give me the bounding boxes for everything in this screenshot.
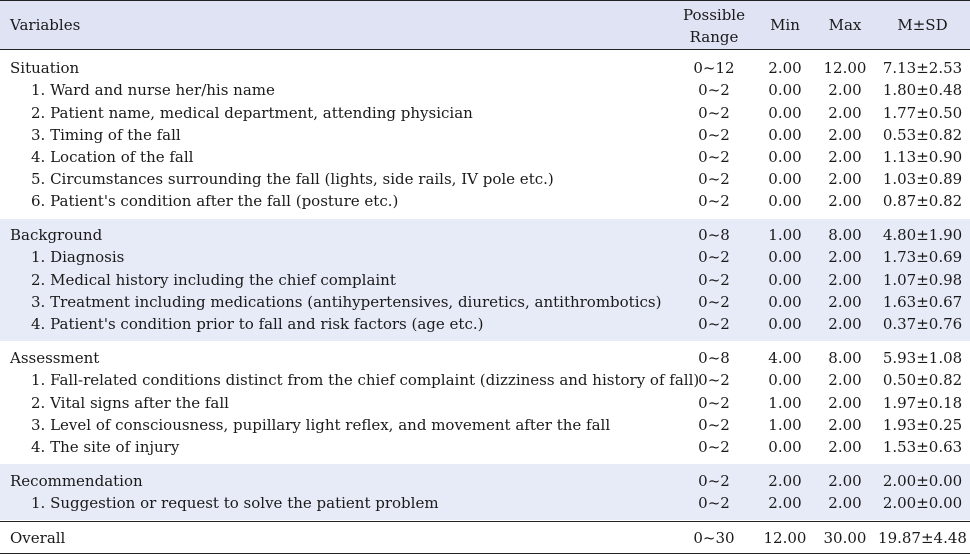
range-cell: 0~2 bbox=[698, 104, 730, 122]
group-background bbox=[0, 219, 970, 341]
min-cell: 1.00 bbox=[768, 416, 802, 434]
range-cell: 0~8 bbox=[698, 349, 730, 367]
max-cell: 2.00 bbox=[828, 271, 862, 289]
table-row bbox=[0, 313, 970, 335]
max-cell: 2.00 bbox=[828, 104, 862, 122]
min-cell: 0.00 bbox=[768, 170, 802, 188]
group-title: Background bbox=[10, 226, 103, 244]
header-variables: Variables bbox=[10, 16, 81, 34]
range-cell: 0~2 bbox=[698, 271, 730, 289]
table-row bbox=[0, 79, 970, 101]
max-cell: 30.00 bbox=[823, 529, 867, 547]
group-assessment bbox=[0, 341, 970, 463]
min-cell: 0.00 bbox=[768, 371, 802, 389]
item-label: 5. Circumstances surrounding the fall (lights, side rails, IV pole etc.) bbox=[31, 170, 554, 188]
header-msd: M±SD bbox=[897, 16, 948, 34]
max-cell: 2.00 bbox=[828, 192, 862, 210]
header-max: Max bbox=[828, 16, 862, 34]
msd-cell: 19.87±4.48 bbox=[878, 529, 967, 547]
max-cell: 2.00 bbox=[828, 416, 862, 434]
range-cell: 0~2 bbox=[698, 170, 730, 188]
overall-divider bbox=[0, 521, 970, 522]
min-cell: 0.00 bbox=[768, 81, 802, 99]
group-title: Assessment bbox=[10, 349, 100, 367]
item-label: 3. Treatment including medications (antihypertensives, diuretics, antithrombotics) bbox=[31, 293, 662, 311]
item-label: 2. Patient name, medical department, attending physician bbox=[31, 104, 473, 122]
msd-cell: 1.93±0.25 bbox=[882, 416, 963, 434]
max-cell: 2.00 bbox=[828, 170, 862, 188]
min-cell: 0.00 bbox=[768, 438, 802, 456]
table-row bbox=[0, 291, 970, 313]
range-cell: 0~2 bbox=[698, 293, 730, 311]
group-situation bbox=[0, 52, 970, 219]
range-cell: 0~2 bbox=[698, 416, 730, 434]
min-cell: 2.00 bbox=[768, 472, 802, 490]
min-cell: 1.00 bbox=[768, 226, 802, 244]
table-row bbox=[0, 190, 970, 212]
item-label: 1. Suggestion or request to solve the patient problem bbox=[31, 494, 439, 512]
item-label: 3. Level of consciousness, pupillary light reflex, and movement after the fall bbox=[31, 416, 611, 434]
range-cell: 0~8 bbox=[698, 226, 730, 244]
range-cell: 0~2 bbox=[698, 148, 730, 166]
range-cell: 0~2 bbox=[698, 126, 730, 144]
min-cell: 4.00 bbox=[768, 349, 802, 367]
table-row bbox=[0, 414, 970, 436]
table-row bbox=[0, 492, 970, 514]
min-cell: 12.00 bbox=[763, 529, 807, 547]
table-row bbox=[0, 436, 970, 458]
min-cell: 0.00 bbox=[768, 248, 802, 266]
min-cell: 1.00 bbox=[768, 394, 802, 412]
min-cell: 0.00 bbox=[768, 148, 802, 166]
msd-cell: 1.13±0.90 bbox=[882, 148, 963, 166]
max-cell: 2.00 bbox=[828, 472, 862, 490]
max-cell: 2.00 bbox=[828, 371, 862, 389]
table-row bbox=[0, 246, 970, 268]
range-cell: 0~2 bbox=[698, 248, 730, 266]
range-cell: 0~12 bbox=[693, 59, 735, 77]
table-bottom-rule bbox=[0, 553, 970, 554]
range-cell: 0~2 bbox=[698, 81, 730, 99]
min-cell: 0.00 bbox=[768, 271, 802, 289]
table-row bbox=[0, 369, 970, 391]
table-header bbox=[0, 0, 970, 50]
max-cell: 2.00 bbox=[828, 494, 862, 512]
msd-cell: 1.63±0.67 bbox=[882, 293, 963, 311]
group-title-row bbox=[0, 57, 970, 79]
msd-cell: 1.77±0.50 bbox=[882, 104, 963, 122]
range-cell: 0~2 bbox=[698, 315, 730, 333]
group-title-row bbox=[0, 470, 970, 492]
min-cell: 0.00 bbox=[768, 315, 802, 333]
group-title-row bbox=[0, 224, 970, 246]
group-recommendation bbox=[0, 464, 970, 520]
group-title: Recommendation bbox=[10, 472, 143, 490]
table-row bbox=[0, 102, 970, 124]
max-cell: 2.00 bbox=[828, 248, 862, 266]
min-cell: 0.00 bbox=[768, 126, 802, 144]
header-range-line2: Range bbox=[689, 28, 739, 46]
header-min: Min bbox=[770, 16, 800, 34]
item-label: 2. Medical history including the chief complaint bbox=[31, 271, 396, 289]
msd-cell: 2.00±0.00 bbox=[882, 494, 963, 512]
min-cell: 2.00 bbox=[768, 59, 802, 77]
item-label: 1. Diagnosis bbox=[31, 248, 125, 266]
max-cell: 2.00 bbox=[828, 293, 862, 311]
msd-cell: 0.50±0.82 bbox=[882, 371, 963, 389]
range-cell: 0~2 bbox=[698, 192, 730, 210]
min-cell: 0.00 bbox=[768, 104, 802, 122]
msd-cell: 1.73±0.69 bbox=[882, 248, 963, 266]
max-cell: 2.00 bbox=[828, 438, 862, 456]
range-cell: 0~2 bbox=[698, 394, 730, 412]
table-row bbox=[0, 168, 970, 190]
item-label: 1. Fall-related conditions distinct from the chief complaint (dizziness and history of fall) bbox=[31, 371, 700, 389]
msd-cell: 5.93±1.08 bbox=[882, 349, 963, 367]
group-title: Situation bbox=[10, 59, 80, 77]
range-cell: 0~2 bbox=[698, 438, 730, 456]
msd-cell: 4.80±1.90 bbox=[882, 226, 963, 244]
msd-cell: 1.03±0.89 bbox=[882, 170, 963, 188]
range-cell: 0~2 bbox=[698, 472, 730, 490]
msd-cell: 0.37±0.76 bbox=[882, 315, 963, 333]
msd-cell: 1.07±0.98 bbox=[882, 271, 963, 289]
max-cell: 2.00 bbox=[828, 81, 862, 99]
range-cell: 0~2 bbox=[698, 494, 730, 512]
header-range-line1: Possible bbox=[683, 6, 745, 24]
msd-cell: 2.00±0.00 bbox=[882, 472, 963, 490]
item-label: 4. Location of the fall bbox=[31, 148, 194, 166]
overall-label: Overall bbox=[10, 529, 66, 547]
table-row bbox=[0, 392, 970, 414]
max-cell: 2.00 bbox=[828, 126, 862, 144]
overall-row bbox=[0, 527, 970, 549]
msd-cell: 0.87±0.82 bbox=[882, 192, 963, 210]
min-cell: 2.00 bbox=[768, 494, 802, 512]
max-cell: 2.00 bbox=[828, 315, 862, 333]
min-cell: 0.00 bbox=[768, 293, 802, 311]
item-label: 6. Patient's condition after the fall (posture etc.) bbox=[31, 192, 399, 210]
item-label: 4. The site of injury bbox=[31, 438, 180, 456]
range-cell: 0~30 bbox=[693, 529, 735, 547]
table-row bbox=[0, 124, 970, 146]
item-label: 4. Patient's condition prior to fall and risk factors (age etc.) bbox=[31, 315, 484, 333]
table-row bbox=[0, 269, 970, 291]
max-cell: 8.00 bbox=[828, 226, 862, 244]
table-row bbox=[0, 146, 970, 168]
msd-cell: 0.53±0.82 bbox=[882, 126, 963, 144]
group-title-row bbox=[0, 347, 970, 369]
item-label: 2. Vital signs after the fall bbox=[31, 394, 229, 412]
msd-cell: 1.97±0.18 bbox=[882, 394, 963, 412]
min-cell: 0.00 bbox=[768, 192, 802, 210]
item-label: 1. Ward and nurse her/his name bbox=[31, 81, 275, 99]
max-cell: 2.00 bbox=[828, 394, 862, 412]
max-cell: 8.00 bbox=[828, 349, 862, 367]
max-cell: 2.00 bbox=[828, 148, 862, 166]
range-cell: 0~2 bbox=[698, 371, 730, 389]
msd-cell: 1.53±0.63 bbox=[882, 438, 963, 456]
item-label: 3. Timing of the fall bbox=[31, 126, 181, 144]
msd-cell: 7.13±2.53 bbox=[882, 59, 963, 77]
max-cell: 12.00 bbox=[823, 59, 867, 77]
msd-cell: 1.80±0.48 bbox=[882, 81, 963, 99]
